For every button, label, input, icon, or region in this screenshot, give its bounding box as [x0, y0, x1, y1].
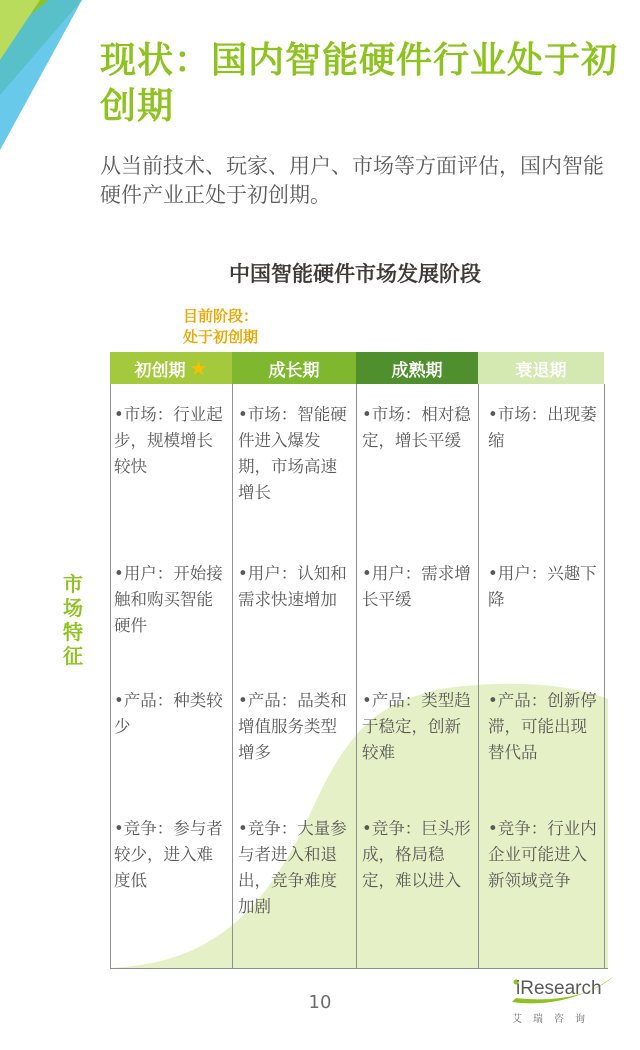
page-title: 现状：国内智能硬件行业处于初创期 — [100, 40, 619, 127]
page-number: 10 — [308, 992, 332, 1013]
cell-product-decline: •产品：创新停滞，可能出现替代品 — [488, 691, 597, 762]
cell-user-decline: •用户：兴趣下降 — [488, 564, 597, 609]
phase-label: 成熟期 — [391, 360, 443, 381]
phase-header-decline — [478, 352, 604, 384]
cell-competition-growth: •竞争：大量参与者进入和退出，竞争难度加剧 — [238, 819, 347, 916]
phase-header-startup — [110, 352, 232, 384]
page-subtitle: 从当前技术、玩家、用户、市场等方面评估，国内智能硬件产业正处于初创期。 — [100, 154, 604, 207]
cell-product-mature: •产品：类型趋于稳定，创新较难 — [362, 691, 471, 762]
cell-market-growth: •市场：智能硬件进入爆发期，市场高速增长 — [238, 405, 347, 502]
chart-title: 中国智能硬件市场发展阶段 — [229, 262, 481, 286]
phase-label: 成长期 — [268, 360, 320, 381]
cell-market-decline: •市场：出现萎缩 — [488, 405, 597, 450]
phase-header-mature — [356, 352, 478, 384]
phase-label: 初创期 — [134, 360, 186, 381]
cell-competition-decline: •竞争：行业内企业可能进入新领域竞争 — [488, 819, 597, 890]
cell-user-growth: •用户：认知和需求快速增加 — [238, 564, 347, 609]
column-divider — [110, 384, 111, 968]
chart-baseline — [110, 968, 608, 969]
current-stage-note — [183, 306, 258, 348]
cell-product-growth: •产品：品类和增值服务类型增多 — [238, 691, 347, 762]
cell-market-startup: •市场：行业起步，规模增长较快 — [114, 405, 223, 476]
iresearch-logo — [510, 972, 620, 1028]
column-divider — [478, 384, 479, 968]
star-icon: ★ — [189, 356, 208, 380]
current-stage-line2: 处于初创期 — [183, 328, 259, 346]
side-label-market-features: 市场特征 — [63, 572, 83, 668]
logo-brand: iResearch — [516, 978, 602, 999]
cell-user-startup: •用户：开始接触和购买智能硬件 — [114, 564, 223, 635]
corner-decoration — [0, 0, 100, 150]
cell-market-mature: •市场：相对稳定，增长平缓 — [362, 405, 471, 450]
column-divider — [604, 384, 605, 968]
cell-user-mature: •用户：需求增长平缓 — [362, 564, 471, 609]
column-divider — [232, 384, 233, 968]
current-stage-line1: 目前阶段： — [183, 307, 259, 325]
phase-label: 衰退期 — [515, 360, 567, 381]
cell-competition-mature: •竞争：巨头形成，格局稳定，难以进入 — [362, 819, 471, 890]
phase-header-growth — [232, 352, 356, 384]
cell-competition-startup: •竞争：参与者较少，进入难度低 — [114, 819, 223, 890]
logo-subtitle: 艾瑞咨询 — [512, 1014, 596, 1025]
cell-product-startup: •产品：种类较少 — [114, 691, 223, 736]
column-divider — [356, 384, 357, 968]
